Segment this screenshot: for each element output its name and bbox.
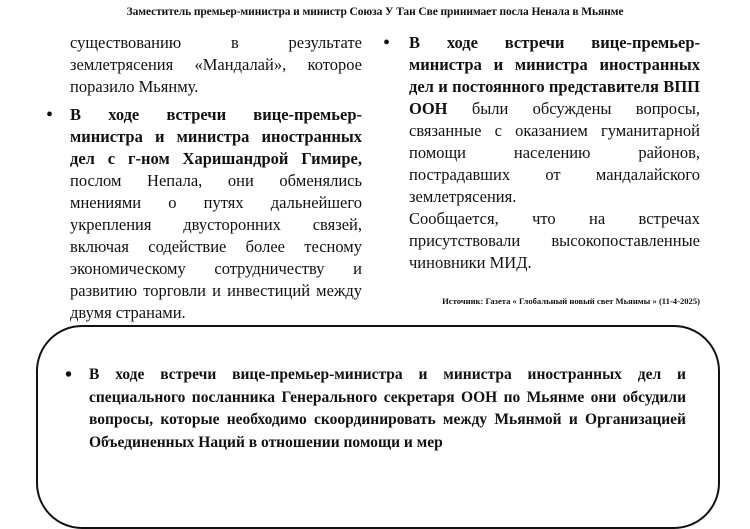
source-citation: Источник: Газета « Глобальный новый свет Мьянмы » (11-4-2025) <box>442 296 700 306</box>
bullet-item-nepal <box>46 104 362 324</box>
continuation-paragraph: существованию в результате землетрясения «Мандалай», которое поразило Мьянму. <box>70 33 362 96</box>
bullet-icon: • <box>383 32 391 54</box>
box-paragraph: В ходе встречи вице-премьер-министра и министра иностранных дел и специального посланника Генерального секретаря ООН по Мьянме они обсудили вопросы, которые необходимо скоординировать между Мьянмой и Организацией Объединенных Наций в отношении помощи и мер <box>89 366 686 451</box>
bullet-icon: • <box>65 364 73 386</box>
bullet-paragraph <box>70 104 362 324</box>
highlight-box-content <box>65 364 686 454</box>
bullet-item-wfp <box>383 32 700 208</box>
officials-paragraph: Сообщается, что на встречах присутствовали высокопоставленные чиновники МИД. <box>409 209 700 272</box>
bullet-body: послом Непала, они обменялись мнениями о путях дальнейшего укрепления двусторонних связей, включая содействие более тесному экономическому сотрудничеству и развитию торговли и инвестиций между двумя странами. <box>70 171 362 322</box>
bullet-body: были обсуждены вопросы, связанные с оказанием гуманитарной помощи населению районов, пострадавших от мандалайского землетрясения. <box>409 99 700 206</box>
bullet-bold-lead: В ходе встречи вице-премьер-министра и министра иностранных дел и постоянного представителя ВПП ООН <box>409 33 700 118</box>
bullet-paragraph <box>409 32 700 208</box>
page-header: Заместитель премьер-министра и министр Союза У Тан Све принимает посла Ненала в Мьянме <box>126 6 624 18</box>
bullet-bold-lead: В ходе встречи вице-премьер-министра и министра иностранных дел с г-ном Харишандрой Гимире, <box>70 105 362 168</box>
left-column <box>46 32 362 324</box>
right-column <box>383 32 700 274</box>
bullet-icon: • <box>46 104 54 126</box>
